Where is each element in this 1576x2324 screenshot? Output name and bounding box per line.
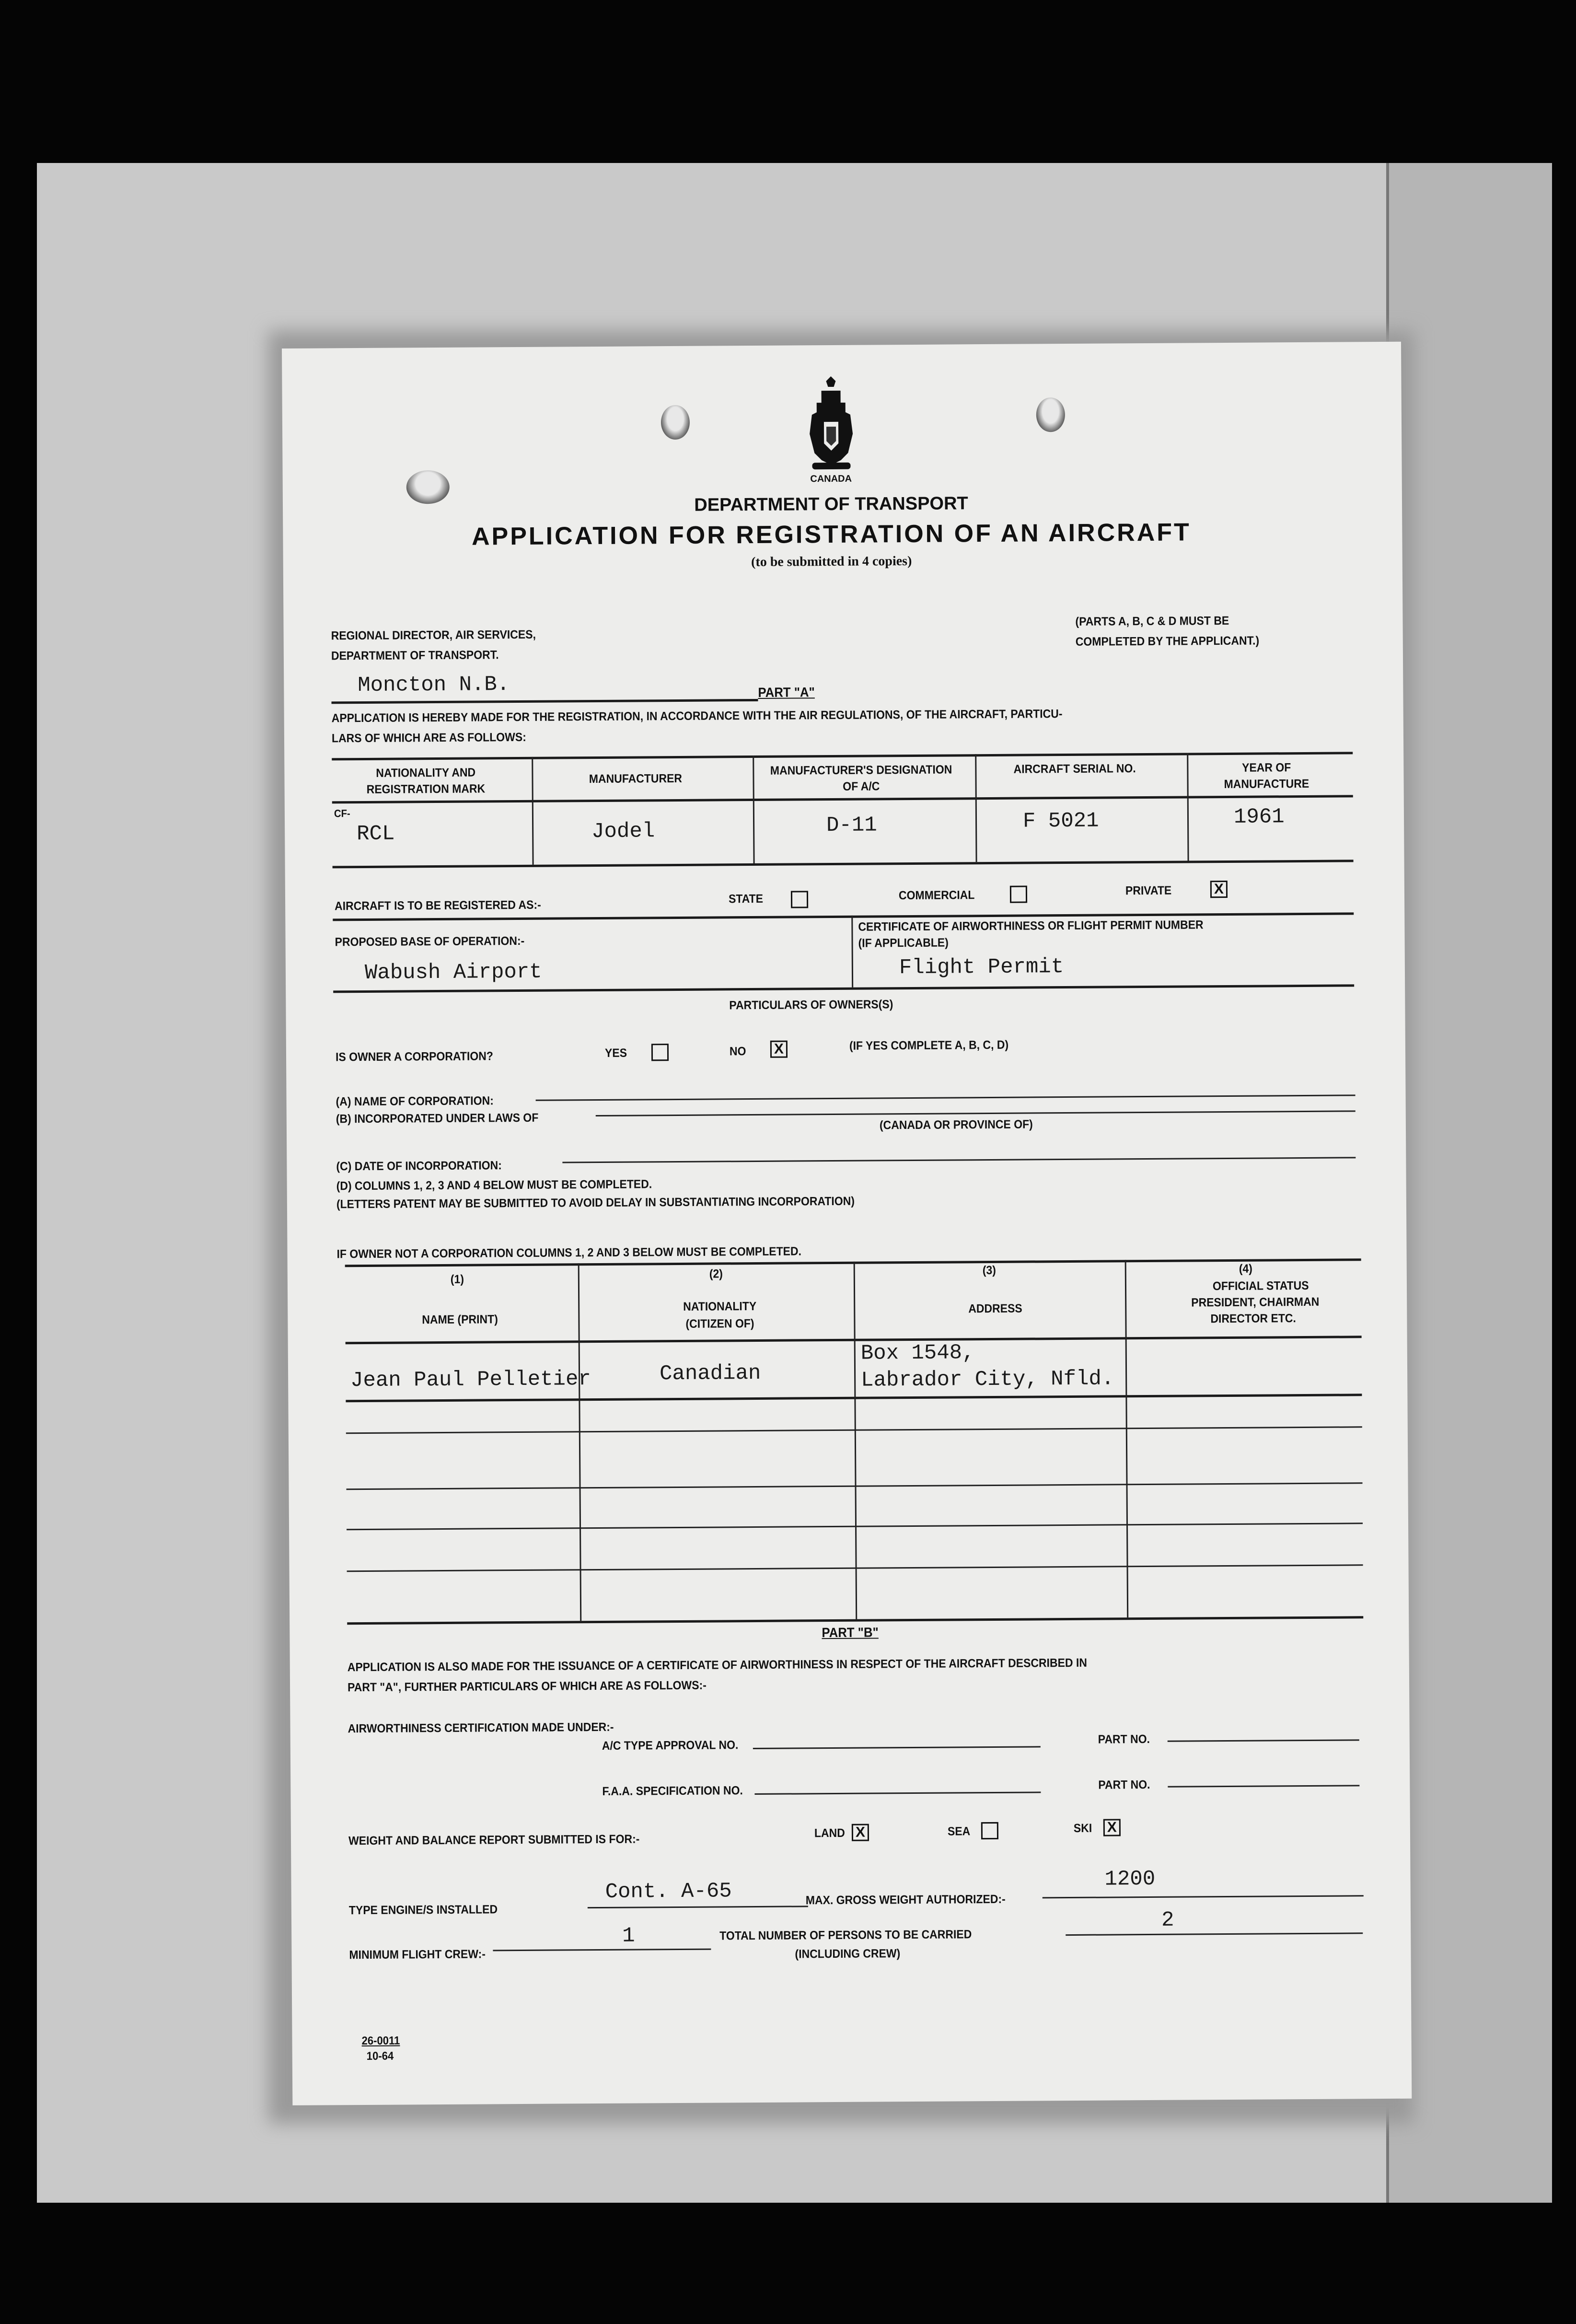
registration-form — [282, 342, 1412, 2105]
engine-field[interactable]: Cont. A-65 — [605, 1879, 732, 1904]
registered-as-label: AIRCRAFT IS TO BE REGISTERED AS:- — [335, 898, 541, 913]
part-b-intro-line2: PART "A", FURTHER PARTICULARS OF WHICH ARE AS FOLLOWS:- — [347, 1678, 707, 1695]
designation-field[interactable]: D-11 — [826, 813, 877, 838]
page-subtitle: (to be submitted in 4 copies) — [751, 553, 912, 570]
type-approval-part-no-field[interactable] — [1168, 1739, 1359, 1742]
part-b-intro-line1: APPLICATION IS ALSO MADE FOR THE ISSUANCE OF A CERTIFICATE OF AIRWORTHINESS IN RESPECT OF THE AIRCRAFT DESCRIBED IN — [347, 1656, 1088, 1674]
faa-part-no-field[interactable] — [1168, 1785, 1359, 1787]
table-divider — [753, 755, 754, 863]
part-no-label: PART NO. — [1098, 1778, 1150, 1792]
certificate-label: CERTIFICATE OF AIRWORTHINESS OR FLIGHT PERMIT NUMBER — [858, 918, 1204, 934]
yes-label: YES — [604, 1046, 627, 1060]
owner-nationality-field[interactable]: Canadian — [659, 1361, 761, 1386]
corporation-yes-checkbox[interactable] — [651, 1044, 669, 1061]
persons-label: TOTAL NUMBER OF PERSONS TO BE CARRIED — [719, 1928, 972, 1943]
manufacturer-field[interactable]: Jodel — [591, 819, 655, 844]
underline — [1043, 1895, 1364, 1898]
land-label: LAND — [814, 1826, 845, 1840]
column-header-name: NAME (PRINT) — [422, 1313, 498, 1327]
column-header-serial: AIRCRAFT SERIAL NO. — [1013, 762, 1136, 776]
column-header-status: OFFICIAL STATUS — [1212, 1278, 1309, 1293]
page-title: APPLICATION FOR REGISTRATION OF AN AIRCRAFT — [471, 518, 1191, 551]
column-header-status-sub2: DIRECTOR ETC. — [1210, 1312, 1296, 1326]
table-rule — [333, 860, 1354, 868]
column-header-citizen: (CITIZEN OF) — [685, 1317, 754, 1331]
table-rule — [332, 752, 1353, 760]
state-label: STATE — [728, 892, 764, 906]
persons-hint: (INCLUDING CREW) — [795, 1947, 901, 1961]
corporation-question: IS OWNER A CORPORATION? — [335, 1049, 493, 1064]
table-divider — [1125, 1260, 1129, 1617]
form-date: 10-64 — [366, 2049, 394, 2063]
owners-heading: PARTICULARS OF OWNERS(S) — [729, 998, 893, 1012]
column-number: (3) — [982, 1263, 996, 1278]
column-header-address: ADDRESS — [968, 1301, 1022, 1316]
column-header-registration: NATIONALITY AND REGISTRATION MARK — [366, 766, 486, 796]
columns-note: (D) COLUMNS 1, 2, 3 AND 4 BELOW MUST BE COMPLETED. — [336, 1177, 652, 1193]
serial-field[interactable]: F 5021 — [1022, 809, 1099, 834]
commercial-label: COMMERCIAL — [898, 888, 975, 903]
table-divider — [532, 757, 533, 865]
if-yes-note: (IF YES COMPLETE A, B, C, D) — [849, 1038, 1009, 1053]
column-header-designation: MANUFACTURER'S DESIGNATION OF A/C — [770, 763, 952, 793]
part-b-heading: PART "B" — [822, 1625, 879, 1640]
section-divider — [851, 916, 853, 988]
sea-checkbox[interactable] — [981, 1822, 998, 1839]
not-corporation-note: IF OWNER NOT A CORPORATION COLUMNS 1, 2 AND 3 BELOW MUST BE COMPLETED. — [336, 1244, 802, 1261]
land-checkbox[interactable]: X — [852, 1824, 869, 1841]
state-checkbox[interactable] — [791, 891, 808, 908]
weight-balance-label: WEIGHT AND BALANCE REPORT SUBMITTED IS FOR:- — [348, 1832, 640, 1848]
ski-checkbox[interactable]: X — [1103, 1819, 1121, 1836]
underline — [1066, 1932, 1363, 1936]
column-header-manufacturer: MANUFACTURER — [589, 771, 683, 786]
part-a-heading: PART "A" — [758, 685, 815, 700]
gross-weight-label: MAX. GROSS WEIGHT AUTHORIZED:- — [805, 1892, 1006, 1907]
base-field[interactable]: Wabush Airport — [364, 960, 542, 985]
underline — [493, 1949, 711, 1952]
registration-prefix: CF- — [334, 807, 350, 820]
column-number: (1) — [450, 1272, 464, 1286]
engine-label: TYPE ENGINE/S INSTALLED — [348, 1903, 498, 1917]
corporation-name-field[interactable] — [536, 1094, 1356, 1101]
commercial-checkbox[interactable] — [1010, 886, 1027, 903]
crest-caption: CANADA — [810, 473, 852, 485]
sea-label: SEA — [947, 1824, 971, 1838]
faa-spec-label: F.A.A. SPECIFICATION NO. — [602, 1784, 743, 1798]
table-divider — [854, 1262, 858, 1619]
column-number: (4) — [1239, 1262, 1252, 1276]
corporation-name-label: (A) NAME OF CORPORATION: — [336, 1094, 494, 1109]
base-label: PROPOSED BASE OF OPERATION:- — [335, 934, 525, 949]
part-a-intro-line2: LARS OF WHICH ARE AS FOLLOWS: — [331, 730, 526, 745]
ski-label: SKI — [1073, 1821, 1092, 1835]
incorporated-label: (B) INCORPORATED UNDER LAWS OF — [336, 1111, 539, 1126]
letters-patent-note: (LETTERS PATENT MAY BE SUBMITTED TO AVOID DELAY IN SUBSTANTIATING INCORPORATION) — [336, 1194, 855, 1211]
part-no-label: PART NO. — [1098, 1732, 1150, 1746]
gross-weight-field[interactable]: 1200 — [1104, 1867, 1156, 1892]
certificate-label-applicable: (IF APPLICABLE) — [858, 936, 949, 950]
certificate-field[interactable]: Flight Permit — [899, 955, 1064, 980]
table-divider — [578, 1263, 582, 1621]
private-checkbox[interactable]: X — [1210, 881, 1228, 898]
column-header-year: YEAR OF MANUFACTURE — [1224, 761, 1309, 791]
registration-mark-field[interactable]: RCL — [357, 822, 395, 847]
owner-address-line1[interactable]: Box 1548, — [860, 1341, 975, 1366]
owner-address-line2[interactable]: Labrador City, Nfld. — [861, 1367, 1114, 1393]
incorporation-date-field[interactable] — [562, 1157, 1356, 1163]
punch-hole — [1036, 397, 1065, 432]
crew-label: MINIMUM FLIGHT CREW:- — [349, 1947, 486, 1962]
punch-hole — [661, 405, 690, 440]
part-a-intro-line1: APPLICATION IS HEREBY MADE FOR THE REGISTRATION, IN ACCORDANCE WITH THE AIR REGULATIONS, OF THE AIRCRAFT, PARTICU- — [331, 707, 1063, 725]
regional-office-field[interactable]: Moncton N.B. — [358, 673, 510, 698]
no-label: NO — [729, 1045, 746, 1058]
private-label: PRIVATE — [1125, 883, 1172, 898]
crew-field[interactable]: 1 — [622, 1924, 635, 1948]
column-number: (2) — [709, 1267, 723, 1281]
table-divider — [1187, 753, 1189, 860]
owner-name-field[interactable]: Jean Paul Pelletier — [350, 1367, 591, 1393]
punch-hole — [406, 470, 450, 504]
persons-field[interactable]: 2 — [1161, 1908, 1174, 1932]
type-approval-label: A/C TYPE APPROVAL NO. — [602, 1738, 739, 1753]
addressee-line2: DEPARTMENT OF TRANSPORT. — [331, 648, 499, 663]
column-header-status-sub: PRESIDENT, CHAIRMAN — [1191, 1295, 1320, 1310]
addressee-line1: REGIONAL DIRECTOR, AIR SERVICES, — [331, 627, 536, 643]
corporation-no-checkbox[interactable]: X — [770, 1041, 788, 1058]
canada-crest-icon — [802, 376, 860, 473]
section-rule — [333, 984, 1354, 993]
underline — [588, 1906, 808, 1908]
department-heading: DEPARTMENT OF TRANSPORT — [694, 493, 968, 515]
incorporated-hint: (CANADA OR PROVINCE OF) — [879, 1117, 1033, 1132]
certification-under-label: AIRWORTHINESS CERTIFICATION MADE UNDER:- — [348, 1720, 614, 1736]
table-divider — [975, 754, 977, 862]
faa-spec-field[interactable] — [754, 1791, 1041, 1795]
form-number: 26-0011 — [361, 2034, 400, 2048]
parts-note-line2: COMPLETED BY THE APPLICANT.) — [1075, 634, 1260, 649]
column-header-nationality: NATIONALITY — [683, 1299, 757, 1313]
year-field[interactable]: 1961 — [1233, 805, 1285, 829]
parts-note-line1: (PARTS A, B, C & D MUST BE — [1075, 614, 1229, 628]
incorporated-field[interactable] — [596, 1110, 1356, 1116]
type-approval-field[interactable] — [753, 1746, 1041, 1749]
underline — [332, 699, 758, 704]
incorporation-date-label: (C) DATE OF INCORPORATION: — [336, 1159, 502, 1174]
